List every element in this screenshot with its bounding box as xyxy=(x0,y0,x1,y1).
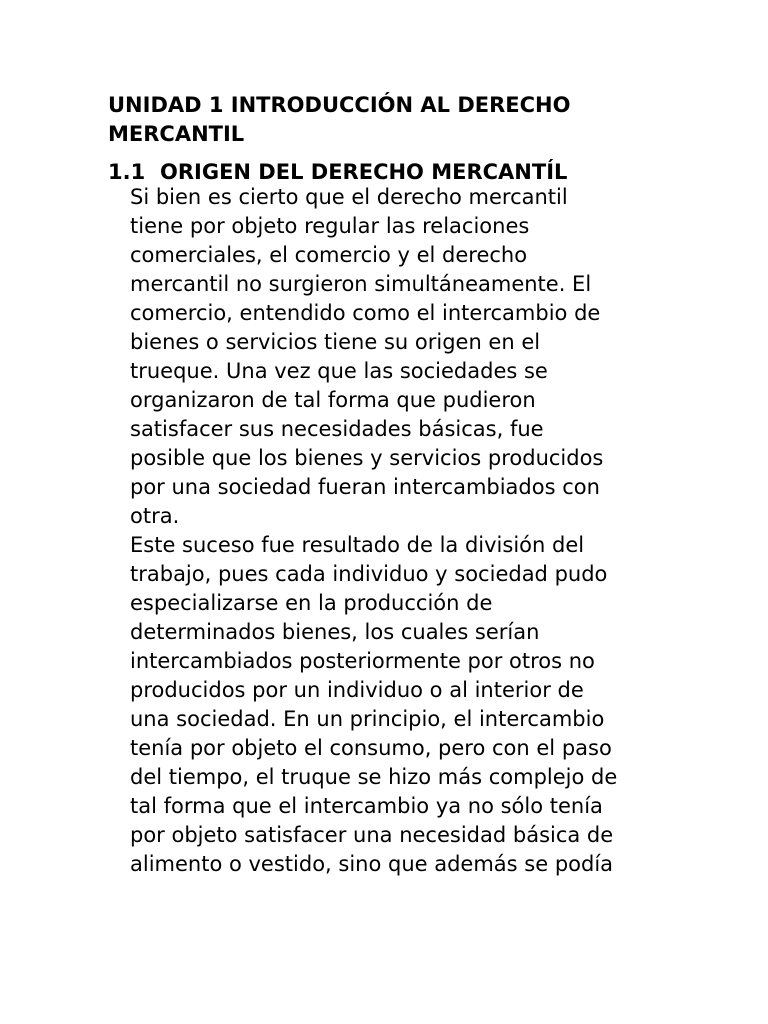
text-line: organizaron de tal forma que pudieron xyxy=(130,388,536,412)
text-line: comercio, entendido como el intercambio de xyxy=(130,301,601,325)
text-line: tiene por objeto regular las relaciones xyxy=(130,214,530,238)
text-line: tal forma que el intercambio ya no sólo tenía xyxy=(130,794,603,818)
text-line: intercambiados posteriormente por otros no xyxy=(130,649,595,673)
document-title: UNIDAD 1 INTRODUCCIÓN AL DERECHO MERCANTIL xyxy=(108,93,571,146)
body-text xyxy=(130,183,670,879)
text-line: Si bien es cierto que el derecho mercantil xyxy=(130,185,568,209)
text-line: especializarse en la producción de xyxy=(130,591,493,615)
text-line: alimento o vestido, sino que además se podía xyxy=(130,852,614,876)
text-line: por objeto satisfacer una necesidad básica de xyxy=(130,823,614,847)
text-line: del tiempo, el truque se hizo más complejo de xyxy=(130,765,618,789)
text-line: por una sociedad fueran intercambiados con xyxy=(130,475,600,499)
text-line: comerciales, el comercio y el derecho xyxy=(130,243,528,267)
text-line: producidos por un individuo o al interior de xyxy=(130,678,584,702)
text-line: posible que los bienes y servicios producidos xyxy=(130,446,604,470)
section-number: 1.1 xyxy=(108,160,146,184)
text-line: otra. xyxy=(130,504,180,528)
section-title: ORIGEN DEL DERECHO MERCANTÍL xyxy=(160,160,568,184)
text-line: una sociedad. En un principio, el intercambio xyxy=(130,707,605,731)
text-line: Este suceso fue resultado de la división del xyxy=(130,533,585,557)
text-line: tenía por objeto el consumo, pero con el paso xyxy=(130,736,612,760)
text-line: trueque. Una vez que las sociedades se xyxy=(130,359,548,383)
text-line: satisfacer sus necesidades básicas, fue xyxy=(130,417,544,441)
text-line: mercantil no surgieron simultáneamente. El xyxy=(130,272,592,296)
text-line: determinados bienes, los cuales serían xyxy=(130,620,540,644)
text-line: trabajo, pues cada individuo y sociedad pudo xyxy=(130,562,608,586)
text-line: bienes o servicios tiene su origen en el xyxy=(130,330,541,354)
